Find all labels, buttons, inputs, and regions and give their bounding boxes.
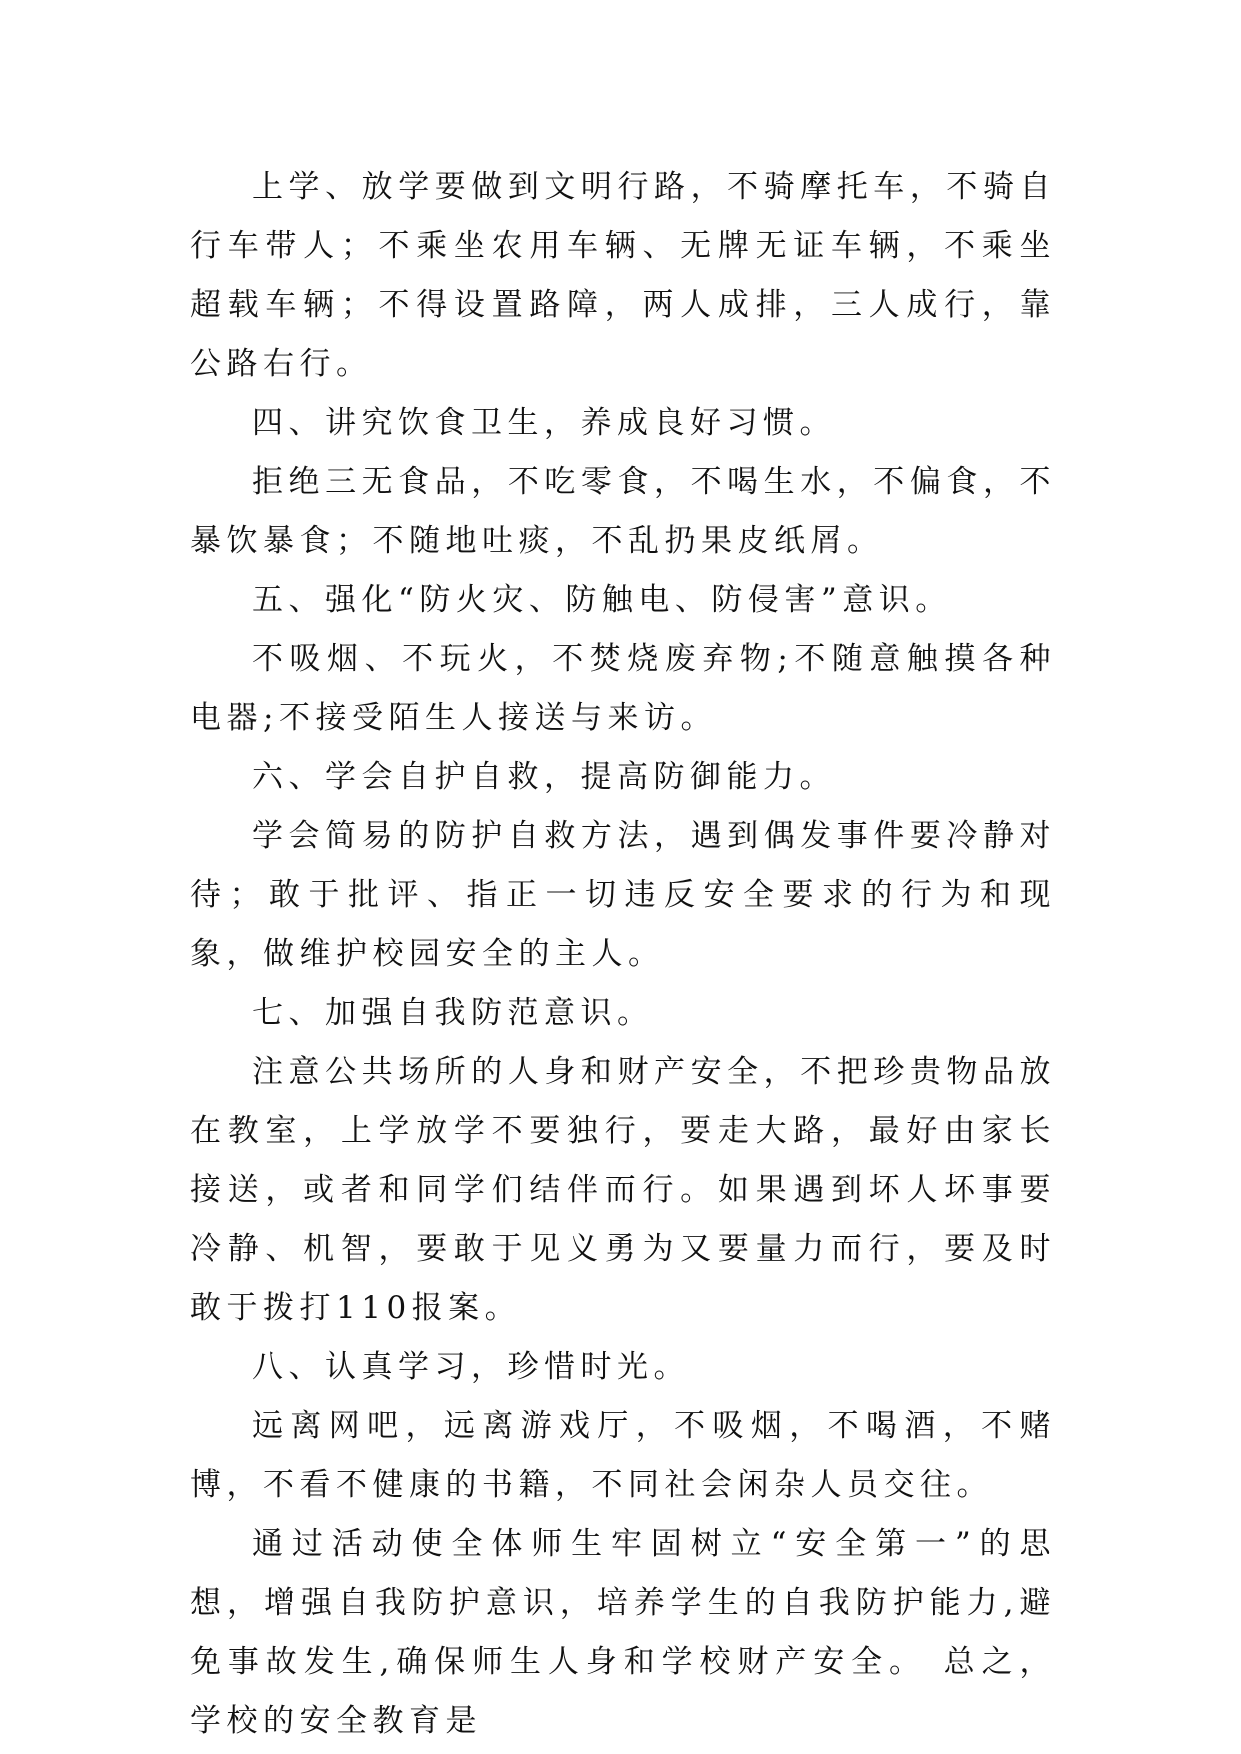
paragraph-summary: 通过活动使全体师生牢固树立“安全第一”的思想，增强自我防护意识，培养学生的自我防护能力,避免事故发生,确保师生人身和学校财产安全。 总之，学校的安全教育是 (190, 1526, 1056, 1739)
paragraph-food-hygiene: 拒绝三无食品，不吃零食，不喝生水，不偏食，不暴饮暴食；不随地吐痰，不乱扔果皮纸屑。 (190, 464, 1056, 559)
paragraph-traffic-rules: 上学、放学要做到文明行路，不骑摩托车，不骑自行车带人；不乘坐农用车辆、无牌无证车辆，不乘坐超载车辆；不得设置路障，两人成排，三人成行，靠公路右行。 (190, 169, 1056, 382)
heading-section-6: 六、学会自护自救，提高防御能力。 (252, 759, 836, 795)
heading-section-4: 四、讲究饮食卫生，养成良好习惯。 (252, 405, 836, 441)
paragraph-self-rescue: 学会简易的防护自救方法，遇到偶发事件要冷静对待；敢于批评、指正一切违反安全要求的行为和现象，做维护校园安全的主人。 (190, 818, 1056, 972)
paragraph-study: 远离网吧，远离游戏厅，不吸烟，不喝酒，不赌博，不看不健康的书籍，不同社会闲杂人员交往。 (190, 1408, 1056, 1503)
paragraph-self-protection: 注意公共场所的人身和财产安全，不把珍贵物品放在教室，上学放学不要独行，要走大路，最好由家长接送，或者和同学们结伴而行。如果遇到坏人坏事要冷静、机智，要敢于见义勇为又要量力而行，要及时敢于拨打110报案。 (190, 1054, 1056, 1326)
heading-section-8: 八、认真学习，珍惜时光。 (252, 1349, 690, 1385)
paragraph-fire-safety: 不吸烟、不玩火，不焚烧废弃物;不随意触摸各种电器;不接受陌生人接送与来访。 (190, 641, 1056, 736)
heading-section-7: 七、加强自我防范意识。 (252, 995, 654, 1031)
document-body (190, 158, 1056, 1751)
heading-section-5: 五、强化“防火灾、防触电、防侵害”意识。 (252, 582, 952, 618)
